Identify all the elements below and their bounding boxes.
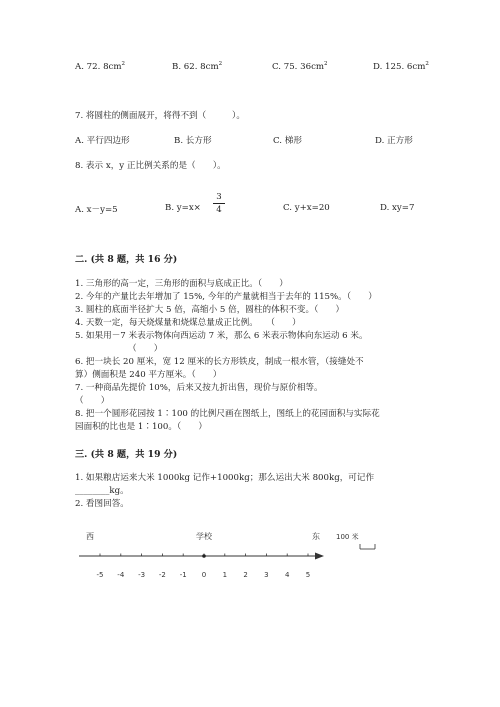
section2-line: （ ） bbox=[128, 344, 163, 354]
section2-line: 算）侧面积是 240 平方厘米。（ ） bbox=[75, 370, 222, 380]
tick-label: -1 bbox=[179, 571, 187, 579]
q7-option-d: D. 正方形 bbox=[375, 136, 413, 146]
q7-option-b: B. 长方形 bbox=[174, 136, 212, 146]
tick-label: 1 bbox=[222, 571, 228, 579]
tick-label: 4 bbox=[284, 571, 290, 579]
section2-line: 6. 把一块长 20 厘米，宽 12 厘米的长方形铁皮，制成一根水管，（接缝处不 bbox=[75, 357, 364, 367]
tick-label: 0 bbox=[201, 571, 207, 579]
q6-option-a-sup: 2 bbox=[121, 61, 125, 68]
q7-option-c: C. 梯形 bbox=[273, 136, 302, 146]
section2-line: 5. 如果用－7 米表示物体向西运动 7 米，那么 6 米表示物体向东运动 6 米。 bbox=[75, 331, 368, 341]
west-label: 西 bbox=[86, 532, 94, 541]
tick-label: -5 bbox=[96, 571, 104, 579]
section3-line: 2. 看图回答。 bbox=[75, 499, 129, 509]
section2-line: 1. 三角形的高一定，三角形的面积与底成正比。（ ） bbox=[75, 279, 288, 289]
fraction-denominator: 4 bbox=[216, 205, 222, 215]
tick-label: 2 bbox=[243, 571, 248, 579]
section2-line: 园面积的比也是 1∶100。（ ） bbox=[75, 422, 208, 432]
section3-line: ________kg。 bbox=[75, 486, 129, 496]
q6-option-c-sup: 2 bbox=[324, 61, 328, 68]
section2-line: （ ） bbox=[75, 396, 110, 406]
east-label: 东 bbox=[312, 532, 320, 541]
section2-header: 二. (共 8 题，共 16 分) bbox=[75, 254, 178, 265]
q6-option-d-sup: 2 bbox=[425, 61, 429, 68]
q6-option-b-sup: 2 bbox=[218, 61, 223, 68]
school-dot bbox=[202, 554, 206, 558]
east-arrow-icon bbox=[315, 553, 324, 560]
q6-option-a-text: A. 72. 8cm bbox=[75, 62, 122, 72]
section3-header: 三. (共 8 题，共 19 分) bbox=[75, 449, 178, 460]
q8-question: 8. 表示 x，y 正比例关系的是（ ）。 bbox=[75, 161, 226, 171]
q6-option-d-text: D. 125. 6cm bbox=[373, 62, 426, 72]
section2-line: 4. 天数一定，每天烧煤量和烧煤总量成正比例。 （ ） bbox=[75, 318, 301, 328]
section3-line: 1. 如果粮店运来大米 1000kg 记作+1000kg；那么运出大米 800kg，可记作 bbox=[75, 473, 375, 483]
tick-group bbox=[97, 554, 311, 580]
section2-line: 8. 把一个圆形花园按 1∶100 的比例尺画在图纸上，图纸上的花园面积与实际花 bbox=[75, 409, 380, 419]
fraction-numerator: 3 bbox=[216, 192, 222, 202]
tick-label: -2 bbox=[158, 571, 166, 579]
q7-question: 7. 将圆柱的侧面展开，将得不到（ ）。 bbox=[75, 111, 245, 121]
section2-line: 3. 圆柱的底面半径扩大 5 倍，高缩小 5 倍，圆柱的体积不变。（ ） bbox=[75, 305, 345, 315]
section2-line: 7. 一种商品先提价 10%，后来又按九折出售，现价与原价相等。 bbox=[75, 383, 323, 393]
q6-option-c-text: C. 75. 36cm bbox=[272, 62, 325, 72]
tick-label: -4 bbox=[117, 571, 125, 579]
q7-option-a: A. 平行四边形 bbox=[75, 136, 130, 146]
tick-label: -3 bbox=[138, 571, 146, 579]
q8-option-c: C. y+x=20 bbox=[283, 203, 330, 213]
section2-line: 2. 今年的产量比去年增加了 15%, 今年的产量就相当于去年的 115%。（ ） bbox=[75, 292, 377, 302]
tick-label: 3 bbox=[264, 571, 269, 579]
tick-label: 5 bbox=[305, 571, 311, 579]
q6-option-b-text: B. 62. 8cm bbox=[172, 62, 219, 72]
scale-label: 100 米 bbox=[336, 533, 359, 541]
q8-option-a: A. x－y=5 bbox=[75, 205, 118, 215]
q8-option-b: B. y=x× bbox=[165, 203, 201, 213]
q8-option-d: D. xy=7 bbox=[380, 203, 415, 213]
school-label: 学校 bbox=[196, 532, 212, 541]
